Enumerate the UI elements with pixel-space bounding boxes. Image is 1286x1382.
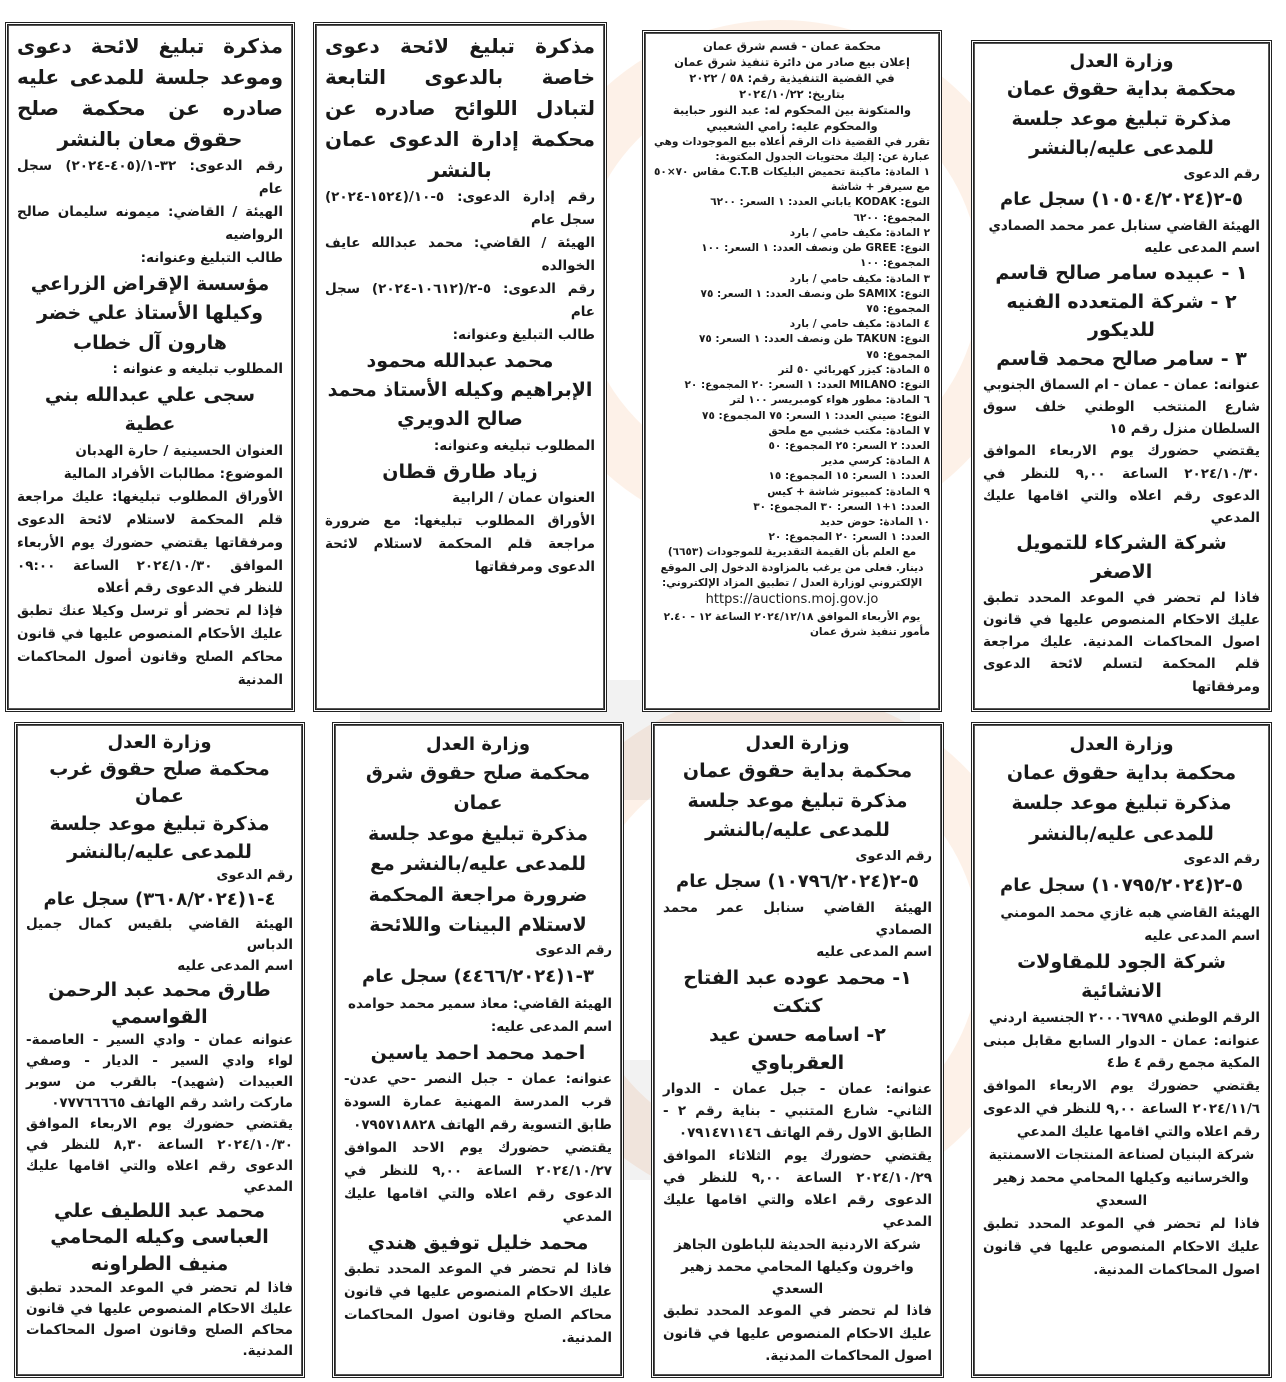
notice-body: يقتضي حضورك يوم الاربعاء الموافق ٢٠٢٤/١٠/٣٠ الساعة ٨,٣٠ للنظر في الدعوى رقم اعلاه والتي اقامها عليك المدعي [26,1115,293,1195]
notice-bottom-third [651,722,944,1378]
notice-body: يقتضي حضورك يوم الاحد الموافق ٢٠٢٤/١٠/٢٧ الساعة ٩,٠٠ للنظر في الدعوى رقم اعلاه والتي اقامها عليك المدعي [344,1140,612,1225]
notice-body: طالب التبليغ وعنوانه: [452,326,595,343]
notice-body: المطلوب تبليغه و عنوانه : [112,361,283,377]
notice-body: مأمور تنفيذ شرق عمان [809,626,930,639]
notice-label: رقم الدعوى [855,848,932,864]
notice-body: فاذا لم تحضر في الموعد المحدد تطبق عليك الاحكام المنصوص عليها في قانون اصول المحاكمات المدنية. عليك مراجعة قلم المحكمة لتسلم لائحة الدعوى ومرفقاتها [983,589,1260,695]
notice-heading: محكمة صلح حقوق شرق عمان [365,762,591,815]
notice-heading: محكمة صلح حقوق غرب عمان [49,757,270,808]
notice-body: الموضوع: مطالبات الأفراد المالية [63,465,283,482]
notice-body: يقتضي حضورك يوم الاربعاء الموافق ٢٠٢٤/١١/٦ الساعة ٩,٠٠ للنظر في الدعوى رقم اعلاه والتي اقامها عليك المدعي [983,1078,1260,1141]
notice-heading: بتاريخ: ٢٠٢٤/١٠/٢٢ [739,87,845,102]
notice-body: ٢ المادة: مكيف حامي / بارد [789,226,930,239]
notice-case-number: ٥-٢(١٠٧٩٦/٢٠٢٤) سجل عام [676,871,919,893]
notice-body: العدد: ١ السعر: ١٥ المجموع: ١٥ [768,470,930,483]
notice-case-number: ٥-٢(١٠٥٠٤/٢٠٢٤) سجل عام [1000,189,1243,211]
notice-body: عنوانه: عمان - عمان - ام السماق الجنوبي شارع المنتخب الوطني خلف سوق السلطان منزل رقم ١٥ [983,376,1260,438]
notice-auction [642,30,942,712]
notice-heading: محكمة بداية حقوق عمان [1006,78,1237,101]
notice-heading: في القضية التنفيذية رقم: ٥٨ / ٢٠٢٢ [689,71,895,86]
notice-top-second [313,22,607,712]
notice-party: سجى علي عبدالله بني عطية [44,383,256,436]
notice-heading: مذكرة تبليغ موعد جلسة للمدعى عليه/بالنشر مع ضرورة مراجعة المحكمة لاستلام البينات واللائحة [368,822,588,936]
notice-party: احمد محمد احمد ياسين [370,1041,586,1064]
notice-centered: مع العلم بأن القيمة التقديرية للموجودات (٦٦٥٣) دينار. فعلى من يرغب بالمزاودة الدخول إلى الموقع الإلكتروني لوزارة العدل / تطبيق المزاد الإلكتروني: [660,546,924,589]
notice-body: الهيئة القاضي هبه غازي محمد المومني [1000,904,1260,921]
notice-body: اسم المدعى عليه: [490,1018,612,1035]
notice-body: رقم الدعوى: ٣٢-١/(٤٠٥-٢٠٢٤) سجل عام [17,158,283,197]
notice-heading: والمحكوم عليه: رامي الشعيبي [706,119,878,134]
notice-body: فإذا لم تحضر أو ترسل وكيلا عنك تطبق عليك الأحكام المنصوص عليها في قانون محاكم الصلح وقانون أصول المحاكمات المدنية [17,603,283,689]
notice-body: المجموع: ٦٢٠٠ [853,211,930,224]
notice-centered: شركة البنيان لصناعة المنتجات الاسمنتية والخرسانيه وكيلها المحامي محمد زهير السعدي [988,1147,1255,1210]
notice-party: محمد خليل توفيق هندي [367,1231,589,1254]
notice-body: اسم المدعى عليه [1144,927,1260,944]
notice-body: فاذا لم تحضر في الموعد المحدد تطبق عليك الاحكام المنصوص عليها في قانون محاكم الصلح وقانون اصول المحاكمات المدنية. [344,1261,612,1347]
notice-heading: مذكرة تبليغ موعد جلسة للمدعى عليه/بالنشر [1011,792,1232,845]
notice-party: ٢ - شركة المتعدده الفنيه للديكور [1006,290,1237,342]
notice-ministry: وزارة العدل [1069,734,1174,755]
notice-party: ١- محمد عوده عبد الفتاح كتكت [683,966,912,1018]
notice-case-number: ٥-٢(١٠٧٩٥/٢٠٢٤) سجل عام [1000,875,1243,897]
notice-heading: مذكرة تبليغ موعد جلسة للمدعى عليه/بالنشر [49,812,270,863]
notice-body: العدد: ١ السعر: ٢٠ المجموع: ٢٠ [768,531,930,544]
notice-body: النوع: TAKUN طن ونصف العدد: ١ السعر: ٧٥ [698,333,930,346]
notice-body: العدد: ٢ السعر: ٢٥ المجموع: ٥٠ [768,439,930,452]
notice-body: فاذا لم تحضر في الموعد المحدد تطبق عليك الاحكام المنصوص عليها في قانون اصول المحاكمات المدنية. [663,1303,932,1364]
notice-body: ٧ المادة: مكتب خشبي مع ملحق [768,424,930,437]
notice-heading: محكمة بداية حقوق عمان [682,760,913,783]
notice-top-right [971,40,1272,712]
notice-party: مؤسسة الإقراض الزراعي وكيلها الأستاذ علي خضر هارون آل خطاب [30,272,270,354]
notice-party: شركة الجود للمقاولات الانشائية [1017,950,1226,1003]
notice-body: ٥ المادة: كيزر كهربائي ٥٠ لتر [778,363,930,376]
notice-centered: شركة الاردنية الحديثة للباطون الجاهز واخرون وكيلها المحامي محمد زهير السعدي [674,1236,921,1298]
notice-body: فاذا لم تحضر في الموعد المحدد تطبق عليك الاحكام المنصوص عليها في قانون محاكم الصلح وقانون اصول المحاكمات المدنية. [26,1279,293,1359]
notice-bottom-right [971,722,1272,1378]
notice-body: النوع: MILANO العدد: ١ السعر: ٢٠ المجموع: ٢٠ [684,379,930,392]
notice-url[interactable]: https://auctions.moj.gov.jo [705,592,879,608]
notice-body: فاذا لم تحضر في الموعد المحدد تطبق عليك الاحكام المنصوص عليها في قانون اصول المحاكمات المدنية. [983,1216,1260,1278]
notice-body: طالب التبليغ وعنوانه: [140,249,283,266]
notice-title: مذكرة تبليغ لائحة دعوى وموعد جلسة للمدعى عليه صادره عن محكمة صلح حقوق معان بالنشر [17,34,283,151]
notice-heading: والمتكونة بين المحكوم له: عبد النور حبايبة [672,103,912,118]
notice-party: شركة الشركاء للتمويل الاصغر [1016,532,1227,583]
notice-body: النوع: صيني العدد: ١ السعر: ٧٥ المجموع: ٧٥ [702,409,930,422]
notice-party: طارق محمد عبد الرحمن القواسمي [48,978,271,1028]
notice-heading: مذكرة تبليغ موعد جلسة للمدعى عليه/بالنشر [687,789,908,842]
notice-party: ٣ - سامر صالح محمد قاسم [996,347,1247,370]
notice-ministry: وزارة العدل [1069,51,1174,72]
notice-heading: إعلان بيع صادر من دائرة تنفيذ شرق عمان [674,55,910,70]
notice-body: رقم إدارة الدعوى: ٥-١٠/(١٥٢٤-٢٠٢٤) سجل عام [325,189,595,228]
notice-label: رقم الدعوى [535,943,612,959]
notice-body: اسم المدعى عليه [177,957,293,974]
notice-body: النوع: KODAK ياباني العدد: ١ السعر: ٦٢٠٠ [710,196,930,209]
notice-label: رقم الدعوى [1183,166,1260,182]
notice-case-number: ٤-١(٣٦٠٨/٢٠٢٤) سجل عام [43,889,276,911]
notice-heading: محكمة بداية حقوق عمان [1006,762,1237,784]
notice-party: ٢- اسامه حسن عيد العقرباوي [709,1023,886,1075]
notice-body: الأوراق المطلوب تبليغها: مع ضرورة مراجعة قلم المحكمة لاستلام لائحة الدعوى ومرفقاتها [325,513,595,576]
notice-body: عنوانه: عمان - جبل عمان - الدوار الثاني- شارع المتنبي - بناية رقم ٢ - الطابق الاول رقم الهاتف ٠٧٩١٤٧١١٤٦ [663,1080,932,1142]
notice-label: رقم الدعوى [1183,852,1260,868]
notice-body: الهيئة / القاضي: محمد عبدالله عايف الخوالده [325,234,595,274]
notice-body: النوع: SAMIX طن ونصف العدد: ١ السعر: ٧٥ [700,287,930,300]
notice-body: العدد: ١+١ السعر: ٣٠ المجموع: ٣٠ [753,500,930,513]
notice-party: زياد طارق قطان [382,460,538,483]
notice-body: ٤ المادة: مكيف حامي / بارد [789,318,930,331]
notice-body: ٦ المادة: مطور هواء كومبريسر ١٠٠ لتر [729,394,930,407]
notice-heading: مذكرة تبليغ موعد جلسة للمدعى عليه/بالنشر [1011,107,1232,160]
notice-body: ٣ المادة: مكيف حامي / بارد [789,272,930,285]
notice-ministry: وزارة العدل [425,734,531,755]
notice-body: المجموع: ٧٥ [866,348,930,361]
notice-party: ١ - عبيده سامر صالح قاسم [995,262,1248,285]
notice-body: العنوان الحسينية / حارة الهدبان [75,442,283,459]
notice-body: الهيئة / القاضي: ميمونه سليمان صالح الرواضيه [17,203,283,243]
notice-case-number: ٣-١(٤٤٦٦/٢٠٢٤) سجل عام [362,966,594,988]
notice-body: النوع: GREE طن ونصف العدد: ١ السعر: ١٠٠ [701,242,930,255]
notice-body: عنوانه عمان - وادي السير - العاصمة- لواء وادي السير - الديار - وصفي العبيدات (شهيد)- بالقرب من سوبر ماركت راشد رقم الهاتف ٠٧٧٧٦٦٦٦٥ [26,1032,293,1112]
notice-body: عنوانه: عمان - الدوار السابع مقابل مبنى المكية مجمع رقم ٤ ط٤ [983,1032,1260,1072]
notice-body: رقم الدعوى: ٥-٢/(١٠٦١٢-٢٠٢٤) سجل عام [325,280,595,320]
notice-body: اسم المدعى عليه [1144,240,1260,257]
notice-body: العنوان عمان / الرابية [452,490,595,507]
notice-body: ٨ المادة: كرسي مدير [821,455,930,468]
notice-body: الهيئة القاضي: معاذ سمير محمد حوامده [348,996,612,1013]
notice-party: محمد عبد اللطيف علي العباسى وكيله المحامي منيف الطراونه [50,1199,269,1276]
notice-ministry: وزارة العدل [107,732,212,753]
notice-party: محمد عبدالله محمود الإبراهيم وكيله الأستاذ محمد صالح الدويري [327,349,593,431]
notice-title: مذكرة تبليغ لائحة دعوى خاصة بالدعوى التابعة لتبادل اللوائح صادره عن محكمة إدارة الدعوى عمان بالنشر [325,34,595,182]
notice-body: المجموع: ٧٥ [866,302,930,315]
notice-body: ١٠ المادة: حوض حديد [819,516,930,529]
notice-body: الهيئة القاضي بلقيس كمال جميل الدباس [26,916,293,954]
notice-body: الهيئة القاضي سنابل عمر محمد الصمادي [988,217,1260,234]
notice-body: يقتضي حضورك يوم الاربعاء الموافق ٢٠٢٤/١٠/٣٠ الساعة ٩,٠٠ للنظر في الدعوى رقم اعلاه والتي اقامها عليك المدعي [983,443,1260,527]
notice-top-left [5,22,295,712]
notice-body: اسم المدعى عليه [816,944,932,961]
notice-body: الرقم الوطني ٢٠٠٠٦٧٩٨٥ الجنسية اردني [989,1009,1260,1026]
notice-body: يقتضي حضورك يوم الثلاثاء الموافق ٢٠٢٤/١٠/٢٩ الساعة ٩,٠٠ للنظر في الدعوى رقم اعلاه والتي اقامها عليك المدعي [663,1147,932,1231]
notice-ministry: وزارة العدل [745,733,850,754]
notice-body: ٩ المادة: كمبيوتر شاشة + كيس [767,485,930,498]
notice-centered: يوم الأربعاء الموافق ٢٠٢٤/١٢/١٨ الساعة ١٢ - ٢.٤٠ [663,610,921,623]
notice-body: المجموع: ١٠٠ [859,257,930,270]
notice-body: الهيئة القاضي سنابل عمر محمد الصمادي [663,899,932,939]
notice-body: تقرر في القضية ذات الرقم أعلاه بيع الموجودات وهي عبارة عن: إليك محتويات الجدول المكتوبة: [654,135,930,163]
notice-body: الأوراق المطلوب تبليغها: عليك مراجعة قلم المحكمة لاستلام لائحة الدعوى ومرفقاتها يقتضي حضورك يوم الأربعاء الموافق ٢٠٢٤/١٠/٣٠ الساعة ٠٩:٠٠ للنظر في الدعوى رقم أعلاه [17,488,283,597]
notice-body: ١ المادة: ماكينة تحميض البليكات C.T.B مقاس ٧٠×٥٠ مع سيرفر + شاشة [654,166,930,194]
notice-label: رقم الدعوى [216,868,293,884]
notice-body: عنوانه: عمان - جبل النصر -حي عدن- قرب المدرسة المهنية عمارة السودة طابق التسوية رقم الهاتف ٠٧٩٥٧١٨٨٢٨ [344,1071,612,1134]
notice-bottom-left [14,722,305,1378]
notice-body: المطلوب تبليغه وعنوانه: [433,437,595,454]
notice-bottom-second [332,722,624,1378]
notice-heading: محكمة عمان - قسم شرق عمان [703,39,881,53]
